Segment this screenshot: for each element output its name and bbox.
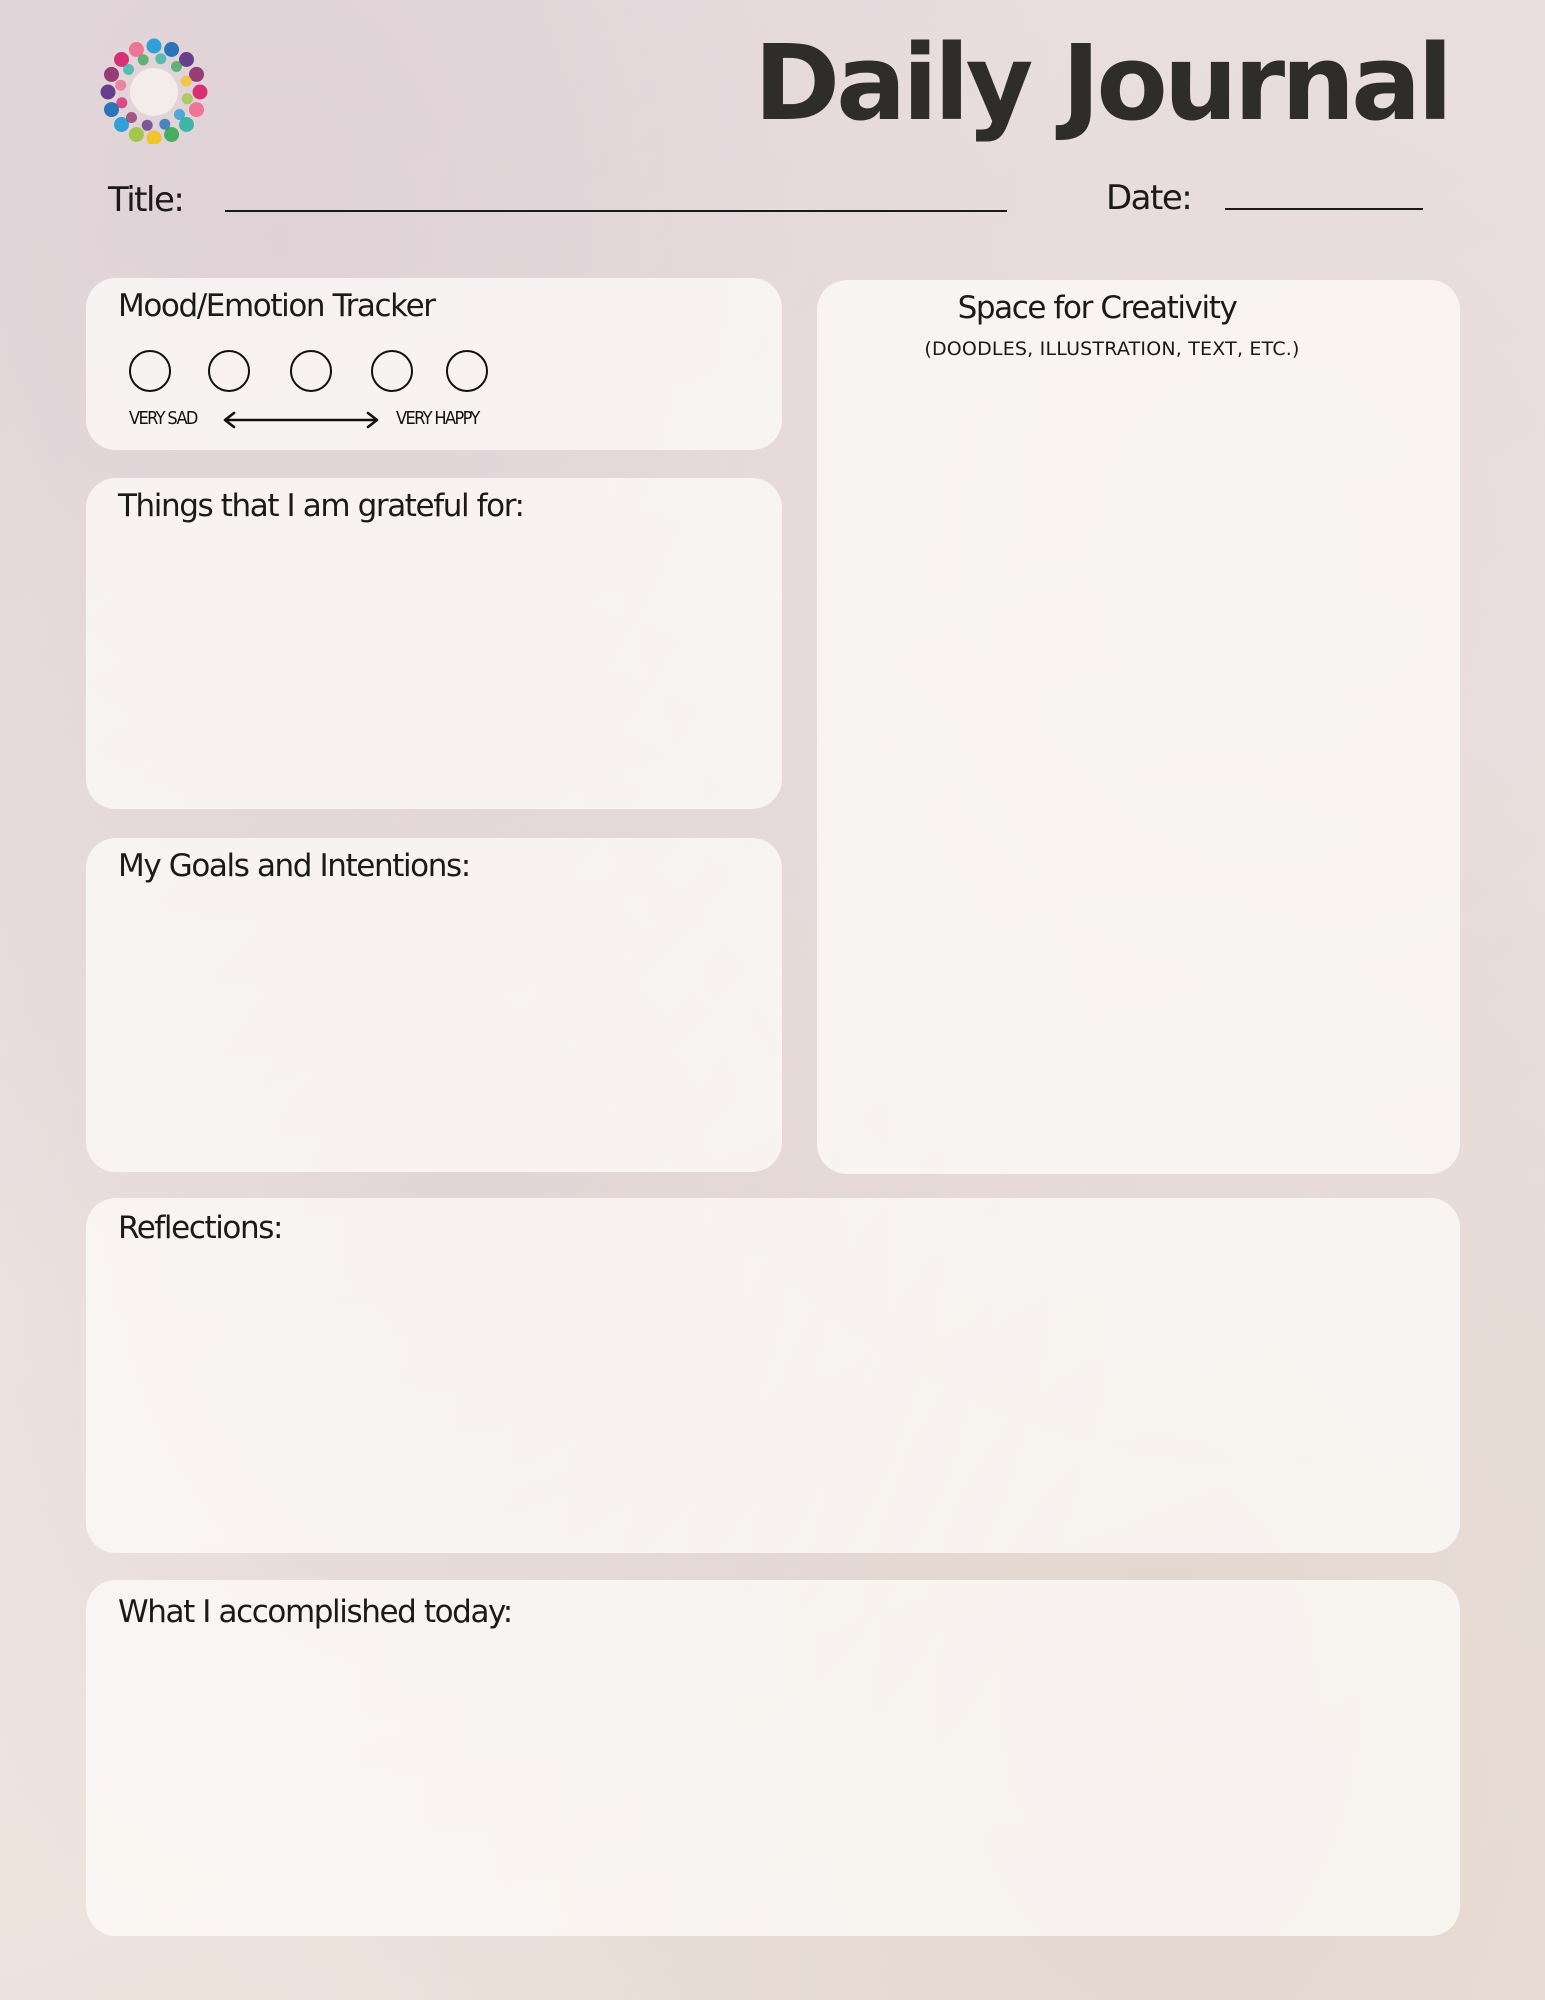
logo-dot: [138, 54, 149, 65]
title-field-line[interactable]: [225, 210, 1007, 212]
creativity-subheading: (DOODLES, ILLUSTRATION, TEXT, ETC.): [924, 338, 1300, 360]
logo-dot: [116, 97, 127, 108]
page-title: Daily Journal: [753, 22, 1449, 144]
logo-dot: [147, 39, 162, 54]
logo-dot: [142, 120, 153, 131]
logo-dot: [101, 85, 116, 100]
goals-card[interactable]: [86, 838, 782, 1172]
mood-option-5[interactable]: [446, 350, 488, 392]
logo-dot: [129, 127, 144, 142]
date-field-label: Date:: [1106, 178, 1192, 218]
logo-dot: [155, 53, 166, 64]
mood-option-2[interactable]: [208, 350, 250, 392]
creativity-card[interactable]: [817, 280, 1460, 1174]
logo-dot: [123, 64, 134, 75]
grateful-card[interactable]: [86, 478, 782, 809]
logo-center: [130, 68, 178, 116]
logo-dot: [147, 131, 162, 145]
logo-dot: [159, 119, 170, 130]
mood-high-label: VERY HAPPY: [396, 408, 479, 429]
mood-option-1[interactable]: [129, 350, 171, 392]
mood-tracker-heading: Mood/Emotion Tracker: [118, 288, 435, 324]
accomplished-heading: What I accomplished today:: [118, 1594, 512, 1630]
mood-tracker-card: [86, 278, 782, 450]
reflections-card[interactable]: [86, 1198, 1460, 1553]
title-field-label: Title:: [108, 180, 184, 220]
grateful-heading: Things that I am grateful for:: [118, 488, 524, 524]
goals-heading: My Goals and Intentions:: [118, 848, 470, 884]
brand-logo: [88, 36, 222, 144]
logo-dot: [115, 80, 126, 91]
mood-option-3[interactable]: [290, 350, 332, 392]
reflections-heading: Reflections:: [118, 1210, 283, 1246]
accomplished-card[interactable]: [86, 1580, 1460, 1936]
mood-low-label: VERY SAD: [129, 408, 197, 429]
creativity-heading: Space for Creativity: [957, 290, 1237, 326]
logo-dot: [193, 85, 208, 100]
logo-dot: [104, 67, 119, 82]
logo-dot: [181, 76, 192, 87]
logo-dot: [182, 93, 193, 104]
double-headed-arrow-icon: [222, 410, 380, 430]
logo-dot: [171, 61, 182, 72]
logo-dot: [164, 42, 179, 57]
logo-dot: [189, 102, 204, 117]
date-field-line[interactable]: [1225, 208, 1423, 210]
mood-option-4[interactable]: [371, 350, 413, 392]
logo-dot: [174, 109, 185, 120]
logo-dot: [126, 112, 137, 123]
